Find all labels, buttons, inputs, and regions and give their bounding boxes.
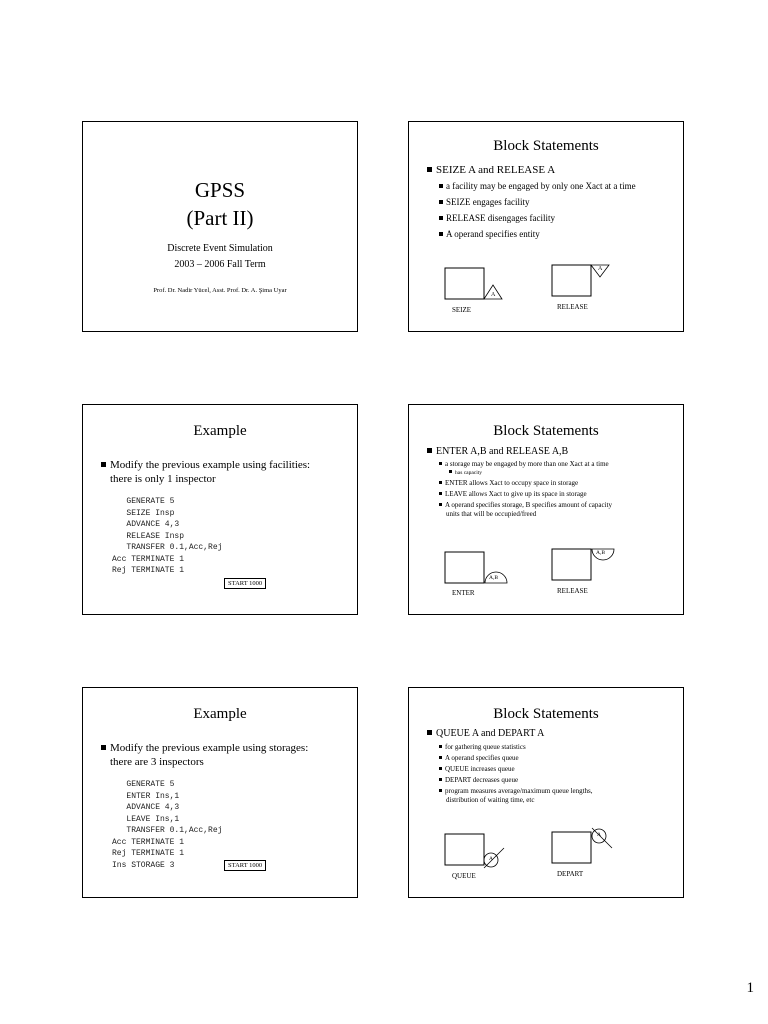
bullet: QUEUE A and DEPART A	[427, 728, 544, 739]
code-block	[112, 496, 222, 577]
queue-caption: QUEUE	[452, 872, 476, 880]
subbullet: RELEASE disengages facility	[439, 213, 555, 224]
subbullet-continuation: units that will be occupied/freed	[446, 510, 537, 518]
slide-example-facilities	[82, 404, 358, 615]
subtitle-line2: 2003 – 2006 Fall Term	[174, 259, 266, 270]
code-line: GENERATE 5	[112, 780, 175, 789]
code-line: RELEASE Insp	[112, 531, 185, 541]
code-line: Rej TERMINATE 1	[112, 566, 185, 575]
start-box: START 1000	[224, 578, 266, 589]
subbullet: A operand specifies storage, B specifies amount of capacity	[439, 501, 612, 510]
bullet: ENTER A,B and RELEASE A,B	[427, 446, 568, 457]
subbullet-continuation: distribution of waiting time, etc	[446, 796, 535, 804]
page-number: 1	[746, 980, 754, 996]
code-line: LEAVE Ins,1	[112, 814, 180, 824]
slide-title-line1: GPSS	[194, 178, 246, 202]
code-line: TRANSFER 0.1,Acc,Rej	[112, 543, 223, 552]
code-line: Ins STORAGE 3	[112, 860, 175, 870]
slide-title	[82, 121, 358, 332]
release-symbol-label: A	[598, 266, 603, 272]
seize-symbol-label: A	[491, 292, 496, 298]
depart-symbol-label: A	[597, 832, 601, 838]
subsubbullet: has capacity	[449, 469, 482, 478]
subbullet: DEPART decreases queue	[439, 776, 518, 785]
bullet-continuation: there are 3 inspectors	[110, 756, 204, 768]
bullet-icon	[101, 462, 106, 467]
subbullet: a facility may be engaged by only one Xact at a time	[439, 181, 636, 192]
subbullet: program measures average/maximum queue lengths,	[439, 787, 593, 796]
subbullet: for gathering queue statistics	[439, 743, 526, 752]
slide-heading: Block Statements	[493, 423, 599, 439]
code-line: TRANSFER 0.1,Acc,Rej	[112, 826, 223, 835]
subtitle-line1: Discrete Event Simulation	[167, 243, 273, 254]
bullet-text: SEIZE A and RELEASE A	[436, 164, 556, 176]
bullet-icon	[101, 745, 106, 750]
code-line: ADVANCE 4,3	[112, 803, 180, 812]
slide-heading: Block Statements	[493, 138, 599, 154]
subbullet: ENTER allows Xact to occupy space in storage	[439, 479, 578, 488]
slide-block-statements-queue	[408, 687, 684, 898]
bullet: Modify the previous example using storages:	[101, 741, 308, 755]
code-line: GENERATE 5	[112, 497, 175, 506]
release-caption: RELEASE	[557, 587, 588, 595]
slide-heading: Example	[193, 423, 247, 439]
slide-block-statements-enter	[408, 404, 684, 615]
queue-symbol-label: A	[489, 856, 493, 862]
seize-caption: SEIZE	[452, 306, 472, 314]
subbullet: A operand specifies queue	[439, 754, 519, 763]
code-line: ADVANCE 4,3	[112, 520, 180, 529]
slide-title-line2: (Part II)	[186, 206, 254, 230]
bullet-continuation: there is only 1 inspector	[110, 473, 216, 485]
start-box: START 1000	[224, 860, 266, 871]
slide-block-statements-seize	[408, 121, 684, 332]
queue-depart-diagram	[409, 688, 685, 899]
subbullet: QUEUE increases queue	[439, 765, 515, 774]
release-symbol-label: A,B	[596, 550, 606, 556]
authors: Prof. Dr. Nadir Yücel, Asst. Prof. Dr. A. Şima Uyar	[153, 287, 287, 294]
code-line: Rej TERMINATE 1	[112, 849, 185, 858]
bullet: Modify the previous example using facilities:	[101, 458, 310, 472]
code-block	[112, 779, 222, 871]
code-line: Acc TERMINATE 1	[112, 837, 185, 847]
subbullet: SEIZE engages facility	[439, 197, 529, 208]
slide-example-storages	[82, 687, 358, 898]
slide-heading: Block Statements	[493, 706, 599, 722]
subbullet: a storage may be engaged by more than one Xact at a time	[439, 460, 609, 469]
subbullet: LEAVE allows Xact to give up its space in storage	[439, 490, 587, 499]
code-line: ENTER Ins,1	[112, 791, 180, 801]
depart-caption: DEPART	[557, 870, 584, 878]
subbullet: A operand specifies entity	[439, 229, 540, 240]
enter-symbol-label: A,B	[489, 575, 499, 581]
seize-release-diagram	[409, 122, 685, 333]
slide-heading: Example	[193, 706, 247, 722]
release-caption: RELEASE	[557, 303, 588, 311]
enter-caption: ENTER	[452, 589, 475, 597]
enter-release-diagram	[409, 405, 685, 616]
code-line: SEIZE Insp	[112, 508, 175, 518]
code-line: Acc TERMINATE 1	[112, 554, 185, 564]
